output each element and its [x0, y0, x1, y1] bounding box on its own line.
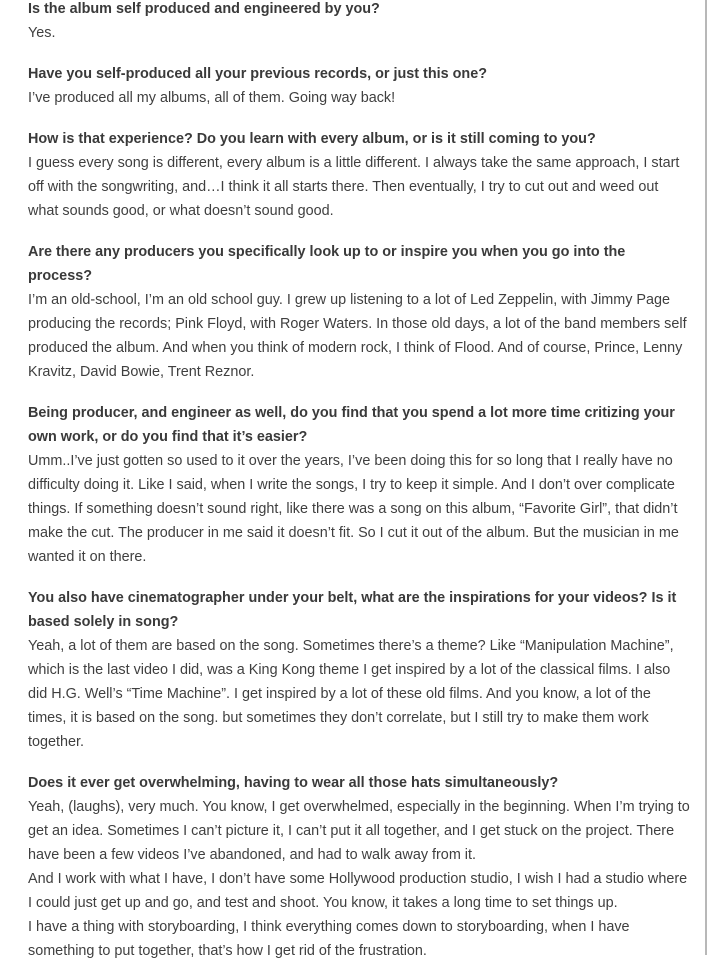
interview-answer: I guess every song is different, every album is a little different. I always take the same approach, I start off with the songwriting, and…I think it all starts there. Then eventually, I try to cut out and weed out what sounds good, or what doesn’t sound good. — [28, 155, 680, 219]
interview-article — [28, 0, 692, 963]
interview-answer: And I work with what I have, I don’t have some Hollywood production studio, I wish I had a studio where I could just get up and go, and test and shoot. You know, it takes a long time to set things up. — [28, 871, 688, 911]
interview-question: Is the album self produced and engineered by you? — [28, 1, 380, 17]
interview-answer: Yeah, (laughs), very much. You know, I get overwhelmed, especially in the beginning. When I’m trying to get an idea. Sometimes I can’t picture it, I can’t put it all together, and I get stuck on the project. There have been a few videos I’ve abandoned, and had to walk away from it. — [28, 799, 690, 863]
qa-block — [28, 401, 692, 569]
interview-question: How is that experience? Do you learn with every album, or is it still coming to you? — [28, 131, 596, 147]
qa-block — [28, 62, 692, 110]
page-right-border — [705, 0, 707, 955]
qa-block — [28, 0, 692, 45]
interview-answer: Yes. — [28, 25, 56, 41]
interview-answer: Umm..I’ve just gotten so used to it over the years, I’ve been doing this for so long that I really have no difficulty doing it. Like I said, when I write the songs, I try to keep it simple. And I don’t over complicate things. If something doesn’t sound right, like there was a song on this album, “Favorite Girl”, that didn’t make the cut. The producer in me said it doesn’t fit. So I cut it out of the album. But the musician in me wanted it on there. — [28, 453, 679, 565]
qa-block — [28, 240, 692, 384]
interview-answer: I’m an old-school, I’m an old school guy. I grew up listening to a lot of Led Zeppelin, with Jimmy Page producing the records; Pink Floyd, with Roger Waters. In those old days, a lot of the band members self produced the album. And when you think of modern rock, I think of Flood. And of course, Prince, Lenny Kravitz, David Bowie, Trent Reznor. — [28, 292, 687, 380]
qa-block — [28, 127, 692, 223]
interview-question: You also have cinematographer under your belt, what are the inspirations for your videos? Is it based solely in song? — [28, 590, 677, 630]
interview-answer: Yeah, a lot of them are based on the song. Sometimes there’s a theme? Like “Manipulation Machine”, which is the last video I did, was a King Kong theme I get inspired by a lot of the classical films. I also did H.G. Well’s “Time Machine”. I get inspired by a lot of these old films. And you know, a lot of the times, it is based on the song. but sometimes they don’t correlate, but I still try to make them work together. — [28, 638, 674, 750]
interview-question: Have you self-produced all your previous records, or just this one? — [28, 66, 488, 82]
qa-block — [28, 586, 692, 754]
interview-question: Being producer, and engineer as well, do you find that you spend a lot more time critizing your own work, or do you find that it’s easier? — [28, 405, 675, 445]
interview-answer: I’ve produced all my albums, all of them. Going way back! — [28, 90, 396, 106]
interview-answer: I have a thing with storyboarding, I think everything comes down to storyboarding, when I have something to put together, that’s how I get rid of the frustration. — [28, 919, 630, 959]
qa-block — [28, 771, 692, 963]
interview-question: Does it ever get overwhelming, having to wear all those hats simultaneously? — [28, 775, 559, 791]
interview-question: Are there any producers you specifically look up to or inspire you when you go into the process? — [28, 244, 626, 284]
